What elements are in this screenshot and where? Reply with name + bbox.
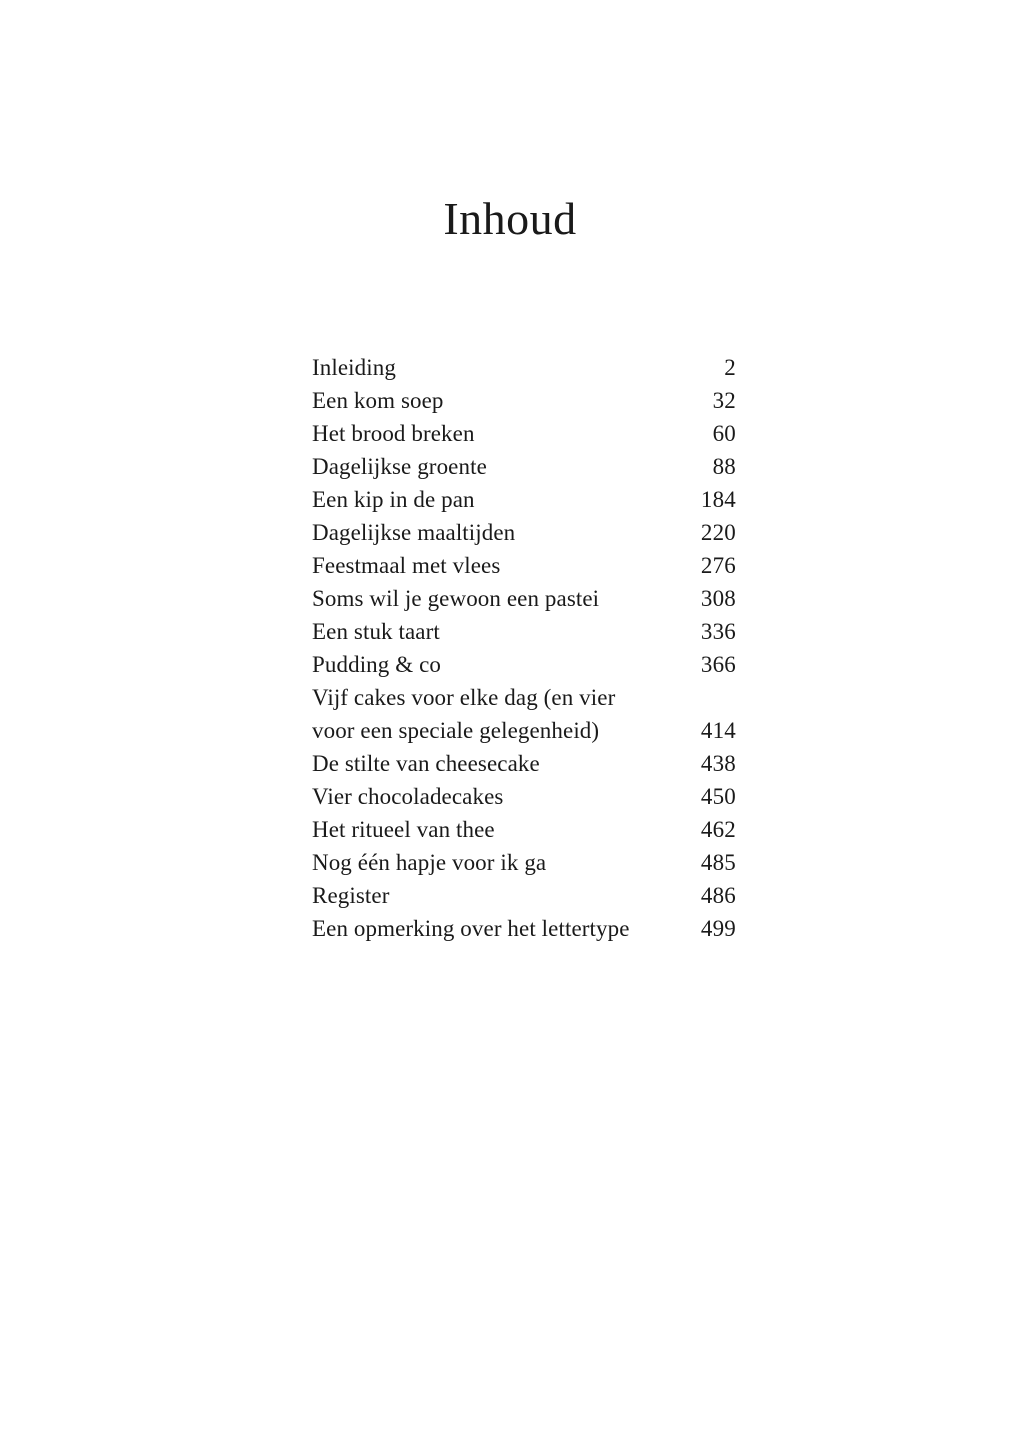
toc-entry-title: Een kip in de pan: [312, 487, 475, 512]
toc-entry-title: Dagelijkse groente: [312, 454, 487, 479]
toc-entry-title: Inleiding: [312, 355, 396, 380]
toc-entry-page-number: 336: [700, 619, 736, 644]
toc-entry[interactable]: [312, 582, 736, 615]
toc-entry-page-number: 184: [700, 487, 736, 512]
toc-entry[interactable]: [312, 813, 736, 846]
toc-entry-page-number: 414: [700, 718, 736, 743]
toc-entry[interactable]: [312, 516, 736, 549]
toc-entry-title: De stilte van cheesecake: [312, 751, 540, 776]
toc-entry-title: Vijf cakes voor elke dag (en vier voor een speciale gelegenheid): [312, 685, 622, 743]
toc-entry[interactable]: [312, 648, 736, 681]
toc-entry-title: Vier chocoladecakes: [312, 784, 504, 809]
toc-entry-page-number: 2: [724, 355, 736, 380]
toc-entry[interactable]: [312, 681, 736, 747]
table-of-contents-list: [312, 351, 736, 945]
toc-entry-page-number: 32: [712, 388, 736, 413]
toc-entry[interactable]: [312, 879, 736, 912]
toc-entry-page-number: 485: [700, 850, 736, 875]
toc-entry-page-number: 88: [712, 454, 736, 479]
toc-entry-page-number: 276: [700, 553, 736, 578]
toc-entry[interactable]: [312, 351, 736, 384]
toc-entry-page-number: 60: [712, 421, 736, 446]
toc-entry-title: Het brood breken: [312, 421, 475, 446]
toc-entry[interactable]: [312, 846, 736, 879]
toc-entry-title: Feestmaal met vlees: [312, 553, 501, 578]
toc-entry-page-number: 438: [700, 751, 736, 776]
toc-entry-page-number: 499: [700, 916, 736, 941]
toc-entry-title: Het ritueel van thee: [312, 817, 495, 842]
toc-entry-page-number: 220: [700, 520, 736, 545]
toc-entry[interactable]: [312, 384, 736, 417]
toc-entry[interactable]: [312, 780, 736, 813]
toc-entry-page-number: 486: [700, 883, 736, 908]
toc-entry-title: Soms wil je gewoon een pastei: [312, 586, 600, 611]
toc-entry-title: Een kom soep: [312, 388, 444, 413]
toc-entry-title: Een stuk taart: [312, 619, 440, 644]
toc-entry[interactable]: [312, 549, 736, 582]
toc-entry[interactable]: [312, 912, 736, 945]
toc-entry-title: Register: [312, 883, 390, 908]
toc-entry-title: Pudding & co: [312, 652, 441, 677]
toc-entry-page-number: 308: [700, 586, 736, 611]
toc-entry[interactable]: [312, 615, 736, 648]
toc-entry-title: Nog één hapje voor ik ga: [312, 850, 547, 875]
toc-entry[interactable]: [312, 483, 736, 516]
toc-entry-title: Een opmerking over het lettertype: [312, 916, 630, 941]
toc-entry-title: Dagelijkse maaltijden: [312, 520, 516, 545]
toc-entry-page-number: 462: [700, 817, 736, 842]
toc-entry[interactable]: [312, 450, 736, 483]
toc-entry[interactable]: [312, 747, 736, 780]
toc-entry-page-number: 366: [700, 652, 736, 677]
page-title: Inhoud: [443, 193, 577, 244]
toc-entry-page-number: 450: [700, 784, 736, 809]
toc-entry[interactable]: [312, 417, 736, 450]
